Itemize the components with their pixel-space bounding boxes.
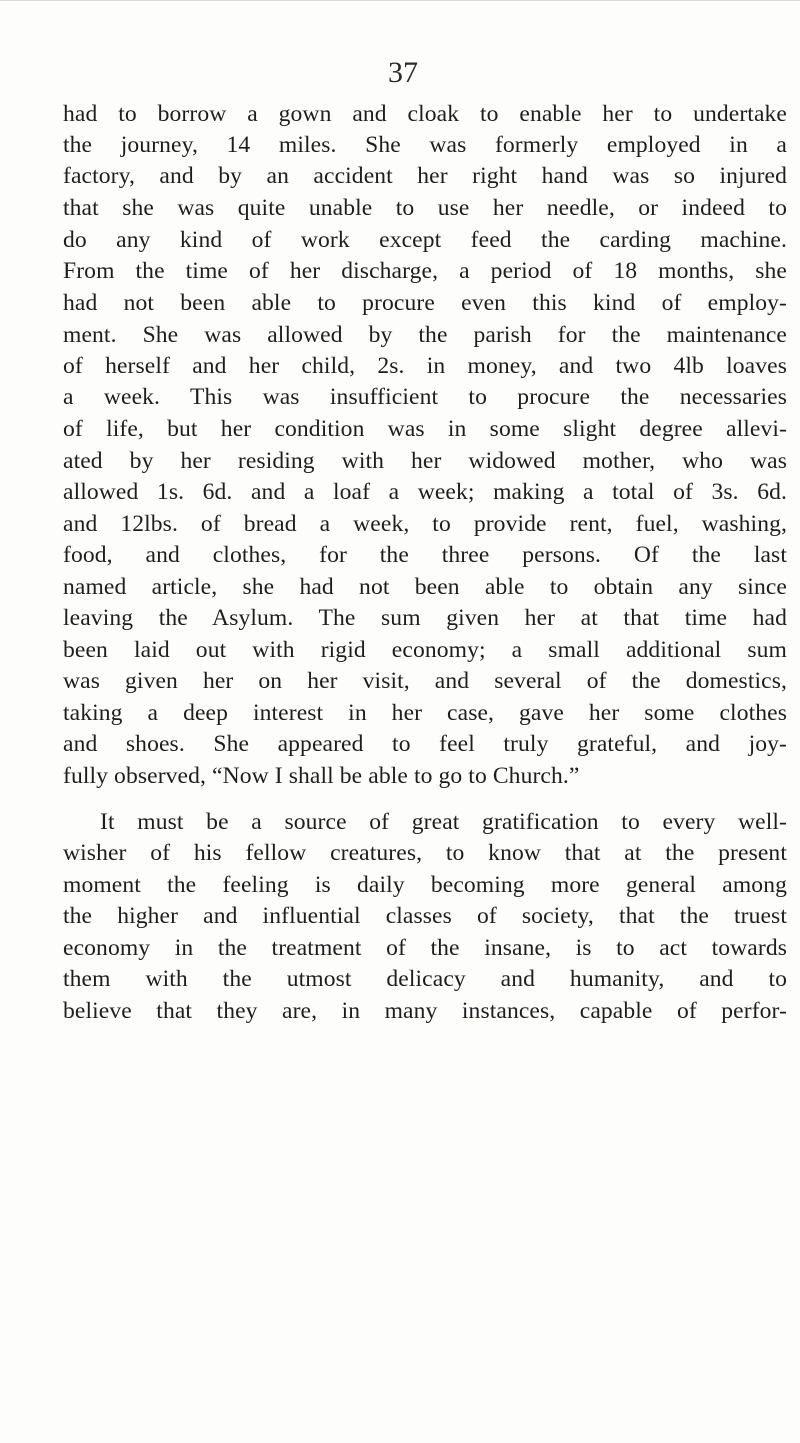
text-line: the higher and influential classes of society, that the truest [63, 903, 787, 929]
text-line: that she was quite unable to use her needle, or indeed to [63, 195, 787, 221]
text-line: the journey, 14 miles. She was formerly employed in a [63, 132, 787, 158]
text-line: of herself and her child, 2s. in money, and two 4lb loaves [63, 353, 787, 379]
text-line: been laid out with rigid economy; a small additional sum [63, 637, 787, 663]
text-line: factory, and by an accident her right hand was so injured [63, 163, 787, 189]
text-line: had not been able to procure even this kind of employ- [63, 290, 787, 316]
text-line: allowed 1s. 6d. and a loaf a week; making a total of 3s. 6d. [63, 479, 787, 505]
text-line: From the time of her discharge, a period of 18 months, she [63, 258, 787, 284]
text-line: fully observed, “Now I shall be able to go to Church.” [63, 763, 580, 789]
text-line: moment the feeling is daily becoming more general among [63, 872, 787, 898]
text-line: ated by her residing with her widowed mother, who was [63, 448, 787, 474]
page-number: 37 [388, 56, 418, 89]
text-line: and shoes. She appeared to feel truly grateful, and joy- [63, 731, 787, 757]
text-line: wisher of his fellow creatures, to know that at the present [63, 840, 787, 866]
text-line: of life, but her condition was in some slight degree allevi- [63, 416, 787, 442]
text-line: believe that they are, in many instances, capable of perfor- [63, 998, 787, 1024]
text-line: ment. She was allowed by the parish for the maintenance [63, 322, 787, 348]
text-line: leaving the Asylum. The sum given her at that time had [63, 605, 787, 631]
text-line: food, and clothes, for the three persons. Of the last [63, 542, 787, 568]
text-line: do any kind of work except feed the carding machine. [63, 227, 787, 253]
text-line: was given her on her visit, and several of the domestics, [63, 668, 787, 694]
text-line: named article, she had not been able to obtain any since [63, 574, 787, 600]
text-line: had to borrow a gown and cloak to enable her to undertake [63, 101, 787, 127]
text-line: a week. This was insufficient to procure the necessaries [63, 384, 787, 410]
text-line: them with the utmost delicacy and humanity, and to [63, 966, 787, 992]
text-line: taking a deep interest in her case, gave her some clothes [63, 700, 787, 726]
text-line: and 12lbs. of bread a week, to provide rent, fuel, washing, [63, 511, 787, 537]
text-line: It must be a source of great gratification to every well- [100, 809, 787, 835]
text-line: economy in the treatment of the insane, is to act towards [63, 935, 787, 961]
page-top-edge [0, 0, 800, 1]
